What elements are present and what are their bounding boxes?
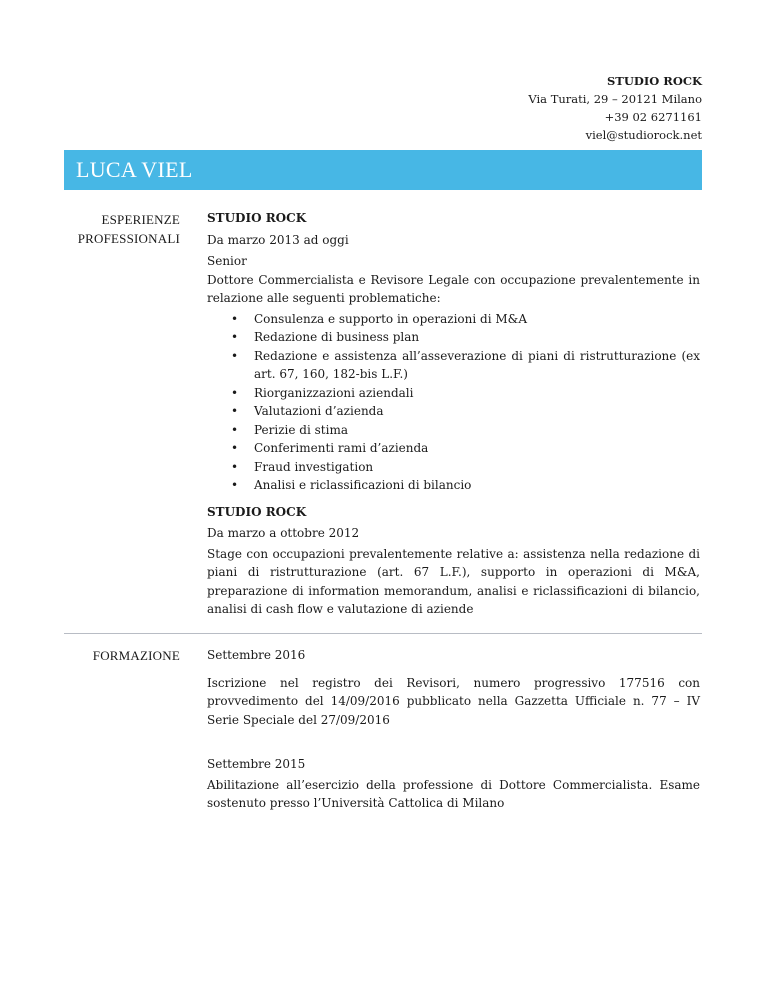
list-item: • Conferimenti rami d’azienda <box>207 439 700 458</box>
job2-description: Stage con occupazioni prevalentemente relative a: assistenza nella redazione di piani di ristrutturazione (art. 67 L.F.), supporto in operazioni di M&A, preparazione di information memorandum, analisi e riclassificazioni di bilancio, analisi di cash flow e valutazione di aziende <box>207 546 700 616</box>
job1-period: Da marzo 2013 ad oggi <box>207 232 349 247</box>
header-email: viel@studiorock.net <box>585 128 702 142</box>
bullet-icon: • <box>231 422 239 437</box>
job2-company: STUDIO ROCK <box>207 504 307 519</box>
bullet-icon: • <box>231 385 239 400</box>
header-phone: +39 02 6271161 <box>604 110 702 124</box>
education-content <box>207 646 700 813</box>
bullet-icon: • <box>231 441 239 455</box>
name-banner <box>64 150 702 190</box>
list-item: • Fraud investigation <box>207 458 700 477</box>
experience-section-label <box>64 210 180 248</box>
experience-label-line2: PROFESSIONALI <box>77 231 180 246</box>
list-item: • Analisi e riclassificazioni di bilancio <box>207 476 700 495</box>
header-address: Via Turati, 29 – 20121 Milano <box>528 92 702 106</box>
job1-description: Dottore Commercialista e Revisore Legale con occupazione prevalentemente in relazione alle seguenti problematiche: <box>207 272 700 305</box>
list-item: • Riorganizzazioni aziendali <box>207 384 700 403</box>
bullet-icon: • <box>231 348 239 363</box>
job2-period: Da marzo a ottobre 2012 <box>207 526 360 540</box>
job1-company: STUDIO ROCK <box>207 211 307 225</box>
bullet-icon: • <box>231 459 239 474</box>
list-item: • Redazione e assistenza all’asseverazione di piani di ristrutturazione (ex art. 67, 160, 182-bis L.F.) <box>231 348 700 381</box>
list-item: • Consulenza e supporto in operazioni di M&A <box>207 310 700 329</box>
job1-bullet-list <box>207 310 700 495</box>
education-text-1: Iscrizione nel registro dei Revisori, numero progressivo 177516 con provvedimento del 14/09/2016 pubblicato nella Gazzetta Ufficiale n. 77 – IV Serie Speciale del 27/09/2016 <box>207 675 700 727</box>
list-item: • Valutazioni d’azienda <box>207 402 700 421</box>
education-text-2: Abilitazione all’esercizio della professione di Dottore Commercialista. Esame sostenuto presso l’Università Cattolica di Milano <box>207 777 700 810</box>
list-item: • Redazione di business plan <box>207 328 700 347</box>
education-section-label: FORMAZIONE <box>92 648 180 663</box>
education-date-2: Settembre 2015 <box>207 757 306 771</box>
experience-label-line1: ESPERIENZE <box>101 212 180 227</box>
bullet-icon: • <box>231 478 239 492</box>
section-divider <box>64 633 702 634</box>
list-item: • Perizie di stima <box>207 421 700 440</box>
contact-header <box>382 72 702 144</box>
experience-content <box>207 209 700 619</box>
bullet-icon: • <box>231 311 239 326</box>
candidate-name: LUCA VIEL <box>76 157 193 182</box>
bullet-icon: • <box>231 330 239 344</box>
job1-role: Senior <box>207 254 247 268</box>
header-company: STUDIO ROCK <box>607 74 702 88</box>
education-date-1: Settembre 2016 <box>207 648 306 662</box>
bullet-icon: • <box>231 404 239 418</box>
